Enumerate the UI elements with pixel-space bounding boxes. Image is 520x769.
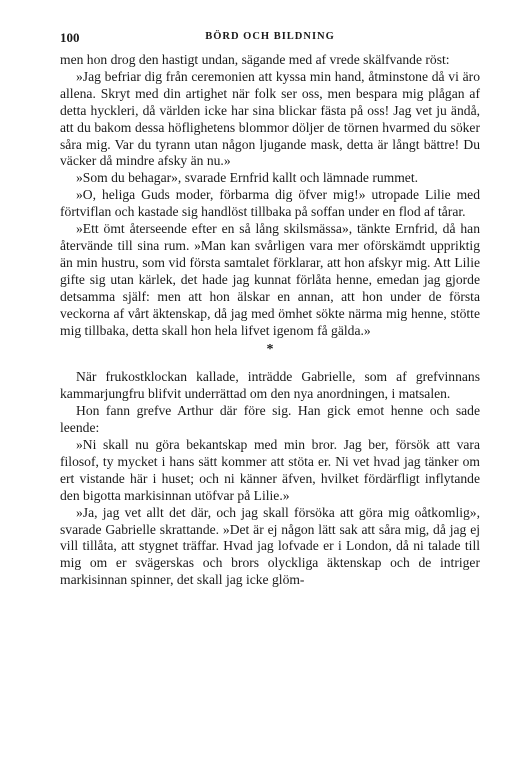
section-one <box>60 52 480 339</box>
paragraph: »O, heliga Guds moder, förbarma dig öfver mig!» utropade Lilie med förtviflan och kastade sig handlöst tillbaka på soffan under en flod af tårar. <box>60 187 480 220</box>
paragraph: »Jag befriar dig från ceremonien att kyssa min hand, åtminstone då vi äro allena. Skryt med din artighet när folk ser oss, men bespara mig plågan af detta hyckleri, då världen icke har sina blickar fästa på oss! Jag vet ju ändå, att du bakom dessa höflighetens blommor döljer de törnen hvarmed du söker såra mig. Var du tyrann utan någon ljugande mask, detta är långt bättre! Du väcker då mindre afsky än nu.» <box>60 68 480 169</box>
paragraph: »Som du behagar», svarade Ernfrid kallt och lämnade rummet. <box>76 170 419 186</box>
paragraph: men hon drog den hastigt undan, sägande med af vrede skälfvande röst: <box>60 52 450 67</box>
section-two <box>60 369 480 589</box>
page-header <box>60 30 480 52</box>
paragraph: »Ett ömt återseende efter en så lång skilsmässa», tänkte Ernfrid, då han återvände till sina rum. »Man kan svårligen vara mer oförskämdt uppriktig än min hustru, som vid första samtalet förklarar, att hon afskyr mig. Att Lilie gifte sig utan kärlek, det hade jag kunnat förlåta henne, emedan jag gjorde detsamma själf: men att hon älskar en annan, att hon under de första veckorna af vårt äktenskap, då jag med ömhet sökte närma mig henne, stötte mig tillbaka, detta skall hon hela lifvet igenom få gälda.» <box>60 221 480 338</box>
paragraph: Hon fann grefve Arthur där före sig. Han gick emot henne och sade leende: <box>60 403 480 436</box>
book-page <box>60 30 480 589</box>
running-head: BÖRD OCH BILDNING <box>205 31 335 42</box>
page-number: 100 <box>60 30 80 45</box>
paragraph: När frukostklockan kallade, inträdde Gabrielle, som af grefvinnans kammarjungfru blifvit underrättad om den nya anordningen, i matsalen. <box>60 369 480 402</box>
section-separator: * <box>266 342 274 358</box>
paragraph: »Ja, jag vet allt det där, och jag skall försöka att göra mig oåtkomlig», svarade Gabrielle skrattande. »Det är ej någon lätt sak att såra mig, då jag ej vill tillåta, att stygnet träffar. Hvad jag lofvade er i London, då ni talade till mig om er svägerskas och brors olyckliga äktenskap och de intriger markisinnan spinner, det skall jag icke glöm- <box>60 504 480 588</box>
paragraph: »Ni skall nu göra bekantskap med min bror. Jag ber, försök att vara filosof, ty mycket i hans sätt kommer att stöta er. Ni vet hvad jag tänker om ert vistande här i huset; och ni känner äfven, hvilket fördärfligt inflytande den bigotta markisinnan utöfvar på Lilie.» <box>60 437 480 503</box>
